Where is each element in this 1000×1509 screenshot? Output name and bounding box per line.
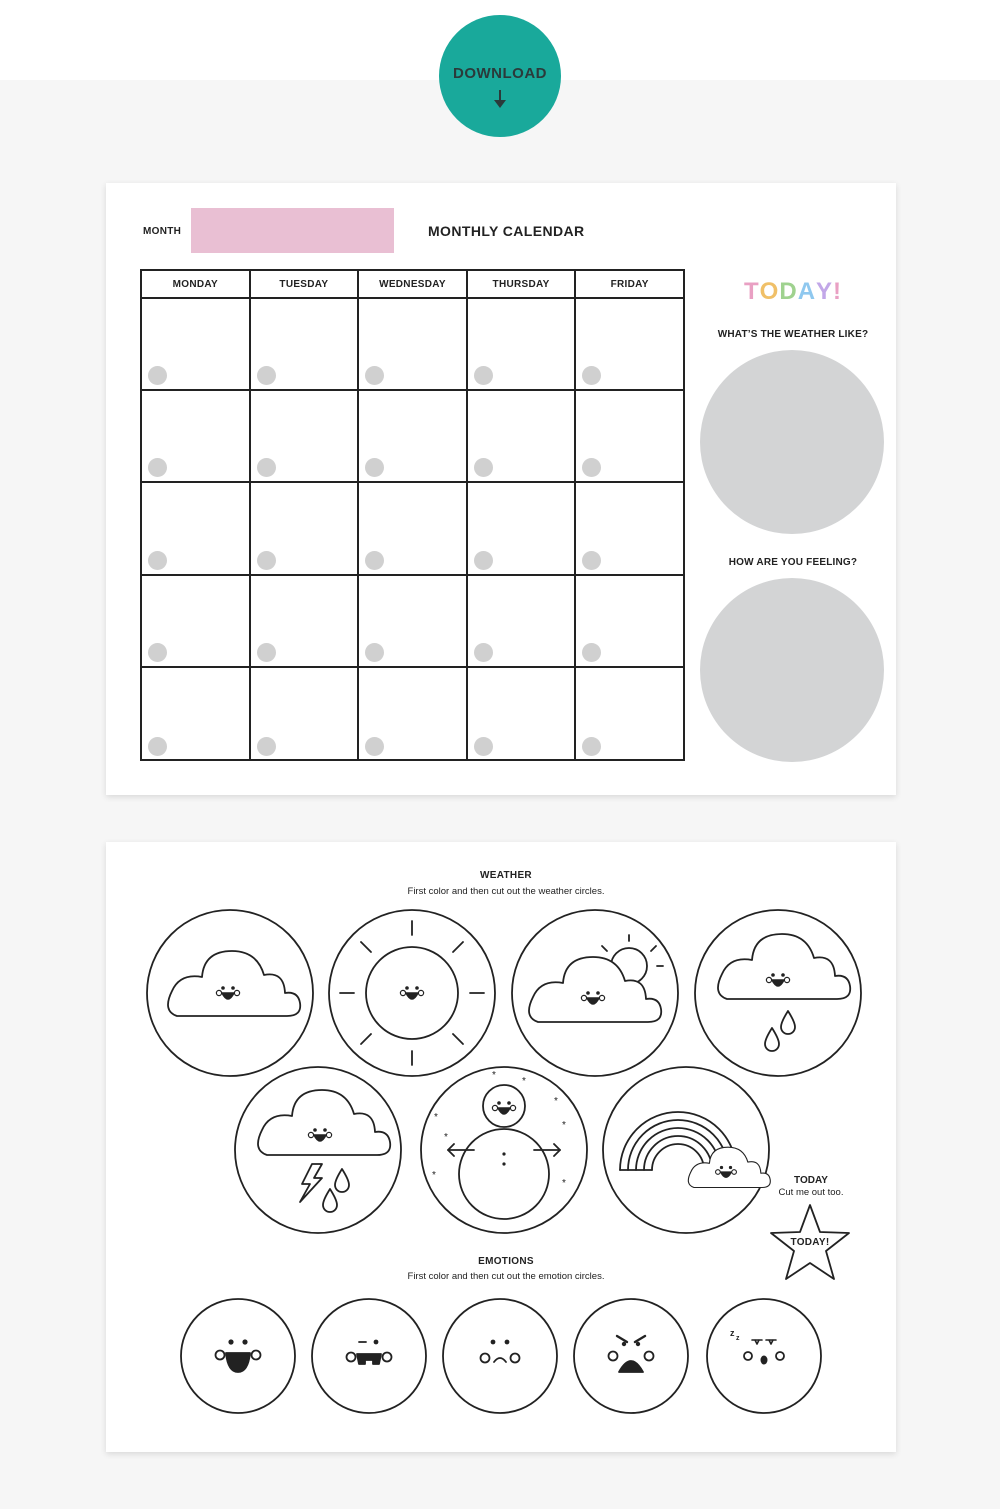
day-header: WEDNESDAY bbox=[359, 271, 468, 297]
svg-text:z: z bbox=[730, 1328, 735, 1338]
date-dot bbox=[365, 737, 384, 756]
date-dot bbox=[582, 458, 601, 477]
svg-text:z: z bbox=[736, 1335, 740, 1342]
feeling-question: HOW ARE YOU FEELING? bbox=[728, 557, 858, 568]
today-star-subtitle: Cut me out too. bbox=[778, 1187, 844, 1198]
calendar-day-cell bbox=[359, 391, 468, 481]
date-dot bbox=[582, 643, 601, 662]
svg-text:*: * bbox=[522, 1076, 526, 1087]
calendar-day-cell bbox=[468, 483, 577, 573]
calendar-day-cell bbox=[468, 299, 577, 389]
calendar-week-row bbox=[142, 483, 683, 575]
cloud-icon bbox=[147, 910, 313, 1076]
weather-circle-slot bbox=[700, 350, 884, 534]
emotions-section-title: EMOTIONS bbox=[478, 1256, 534, 1267]
weather-section-title: WEATHER bbox=[480, 870, 532, 881]
weather-question: WHAT’S THE WEATHER LIKE? bbox=[717, 329, 869, 340]
sleepy-face-icon bbox=[707, 1299, 821, 1413]
today-title-letter: O bbox=[759, 278, 780, 305]
calendar-day-cell bbox=[359, 668, 468, 760]
calendar-day-cell bbox=[576, 391, 683, 481]
day-header: MONDAY bbox=[142, 271, 251, 297]
today-title-letter: ! bbox=[833, 278, 843, 305]
angry-face-icon bbox=[574, 1299, 688, 1413]
svg-text:*: * bbox=[434, 1112, 438, 1123]
svg-text:*: * bbox=[562, 1120, 566, 1131]
calendar-day-cell bbox=[142, 576, 251, 666]
calendar-day-cell bbox=[576, 668, 683, 760]
calendar-day-cell bbox=[576, 576, 683, 666]
today-star-label: TODAY! bbox=[790, 1237, 830, 1248]
calendar-day-cell bbox=[576, 483, 683, 573]
date-dot bbox=[365, 458, 384, 477]
calendar-day-cell bbox=[142, 668, 251, 760]
happy-face-icon bbox=[181, 1299, 295, 1413]
feeling-circle-slot bbox=[700, 578, 884, 762]
calendar-day-cell bbox=[468, 668, 577, 760]
today-title-letter: Y bbox=[816, 278, 834, 305]
svg-text:*: * bbox=[492, 1070, 496, 1081]
calendar-grid bbox=[140, 269, 685, 761]
date-dot bbox=[582, 366, 601, 385]
storm-cloud-icon bbox=[235, 1067, 401, 1233]
day-header: FRIDAY bbox=[610, 279, 649, 290]
download-button[interactable] bbox=[439, 15, 561, 137]
today-star-title: TODAY bbox=[794, 1175, 828, 1186]
snowman-icon bbox=[421, 1067, 587, 1233]
today-title-letter: A bbox=[797, 278, 817, 305]
calendar-day-cell bbox=[359, 483, 468, 573]
month-label: MONTH bbox=[143, 226, 182, 237]
calendar-day-cell bbox=[468, 391, 577, 481]
sun-icon bbox=[329, 910, 495, 1076]
date-dot bbox=[257, 643, 276, 662]
calendar-day-cell bbox=[468, 576, 577, 666]
cutout-artwork bbox=[106, 842, 896, 1452]
calendar-week-row bbox=[142, 299, 683, 391]
calendar-day-cell bbox=[142, 483, 251, 573]
today-title-letter: T bbox=[744, 278, 760, 305]
calendar-day-cell bbox=[251, 483, 360, 573]
calendar-day-cell bbox=[576, 299, 683, 389]
calendar-day-cell bbox=[251, 299, 360, 389]
date-dot bbox=[257, 366, 276, 385]
rainbow-icon bbox=[603, 1067, 770, 1233]
date-dot bbox=[474, 551, 493, 570]
svg-text:*: * bbox=[432, 1170, 436, 1181]
today-title-letter: D bbox=[779, 278, 798, 305]
calendar-week-row bbox=[142, 576, 683, 668]
sad-face-icon bbox=[443, 1299, 557, 1413]
arrow-down-icon bbox=[491, 89, 509, 109]
calendar-day-cell bbox=[142, 299, 251, 389]
cutout-sheet bbox=[106, 842, 896, 1452]
day-header: TUESDAY bbox=[251, 271, 360, 297]
calendar-day-cell bbox=[142, 391, 251, 481]
date-dot bbox=[365, 643, 384, 662]
calendar-header-row bbox=[142, 271, 683, 299]
month-name-box bbox=[191, 208, 394, 253]
download-label: DOWNLOAD bbox=[453, 65, 547, 82]
date-dot bbox=[365, 551, 384, 570]
date-dot bbox=[474, 458, 493, 477]
calendar-day-cell bbox=[359, 299, 468, 389]
calendar-week-row bbox=[142, 391, 683, 483]
rain-cloud-icon bbox=[695, 910, 861, 1076]
calendar-title: MONTHLY CALENDAR bbox=[428, 223, 585, 239]
date-dot bbox=[148, 551, 167, 570]
date-dot bbox=[148, 458, 167, 477]
date-dot bbox=[365, 366, 384, 385]
date-dot bbox=[474, 366, 493, 385]
calendar-day-cell bbox=[359, 576, 468, 666]
date-dot bbox=[582, 737, 601, 756]
sun-behind-cloud-icon bbox=[512, 910, 678, 1076]
svg-text:*: * bbox=[554, 1096, 558, 1107]
date-dot bbox=[148, 737, 167, 756]
svg-text:*: * bbox=[562, 1178, 566, 1189]
day-header: THURSDAY bbox=[468, 271, 577, 297]
calendar-day-cell bbox=[251, 668, 360, 760]
date-dot bbox=[474, 643, 493, 662]
weather-section-subtitle: First color and then cut out the weather circles. bbox=[407, 886, 605, 897]
date-dot bbox=[257, 458, 276, 477]
calendar-sheet bbox=[106, 183, 896, 795]
date-dot bbox=[148, 643, 167, 662]
calendar-day-cell bbox=[251, 576, 360, 666]
svg-text:*: * bbox=[444, 1132, 448, 1143]
calendar-week-row bbox=[142, 668, 683, 760]
date-dot bbox=[257, 737, 276, 756]
date-dot bbox=[582, 551, 601, 570]
calendar-body bbox=[142, 299, 683, 760]
date-dot bbox=[474, 737, 493, 756]
silly-face-icon bbox=[312, 1299, 426, 1413]
calendar-day-cell bbox=[251, 391, 360, 481]
date-dot bbox=[148, 366, 167, 385]
emotions-section-subtitle: First color and then cut out the emotion circles. bbox=[407, 1271, 605, 1282]
today-title bbox=[744, 278, 842, 306]
date-dot bbox=[257, 551, 276, 570]
